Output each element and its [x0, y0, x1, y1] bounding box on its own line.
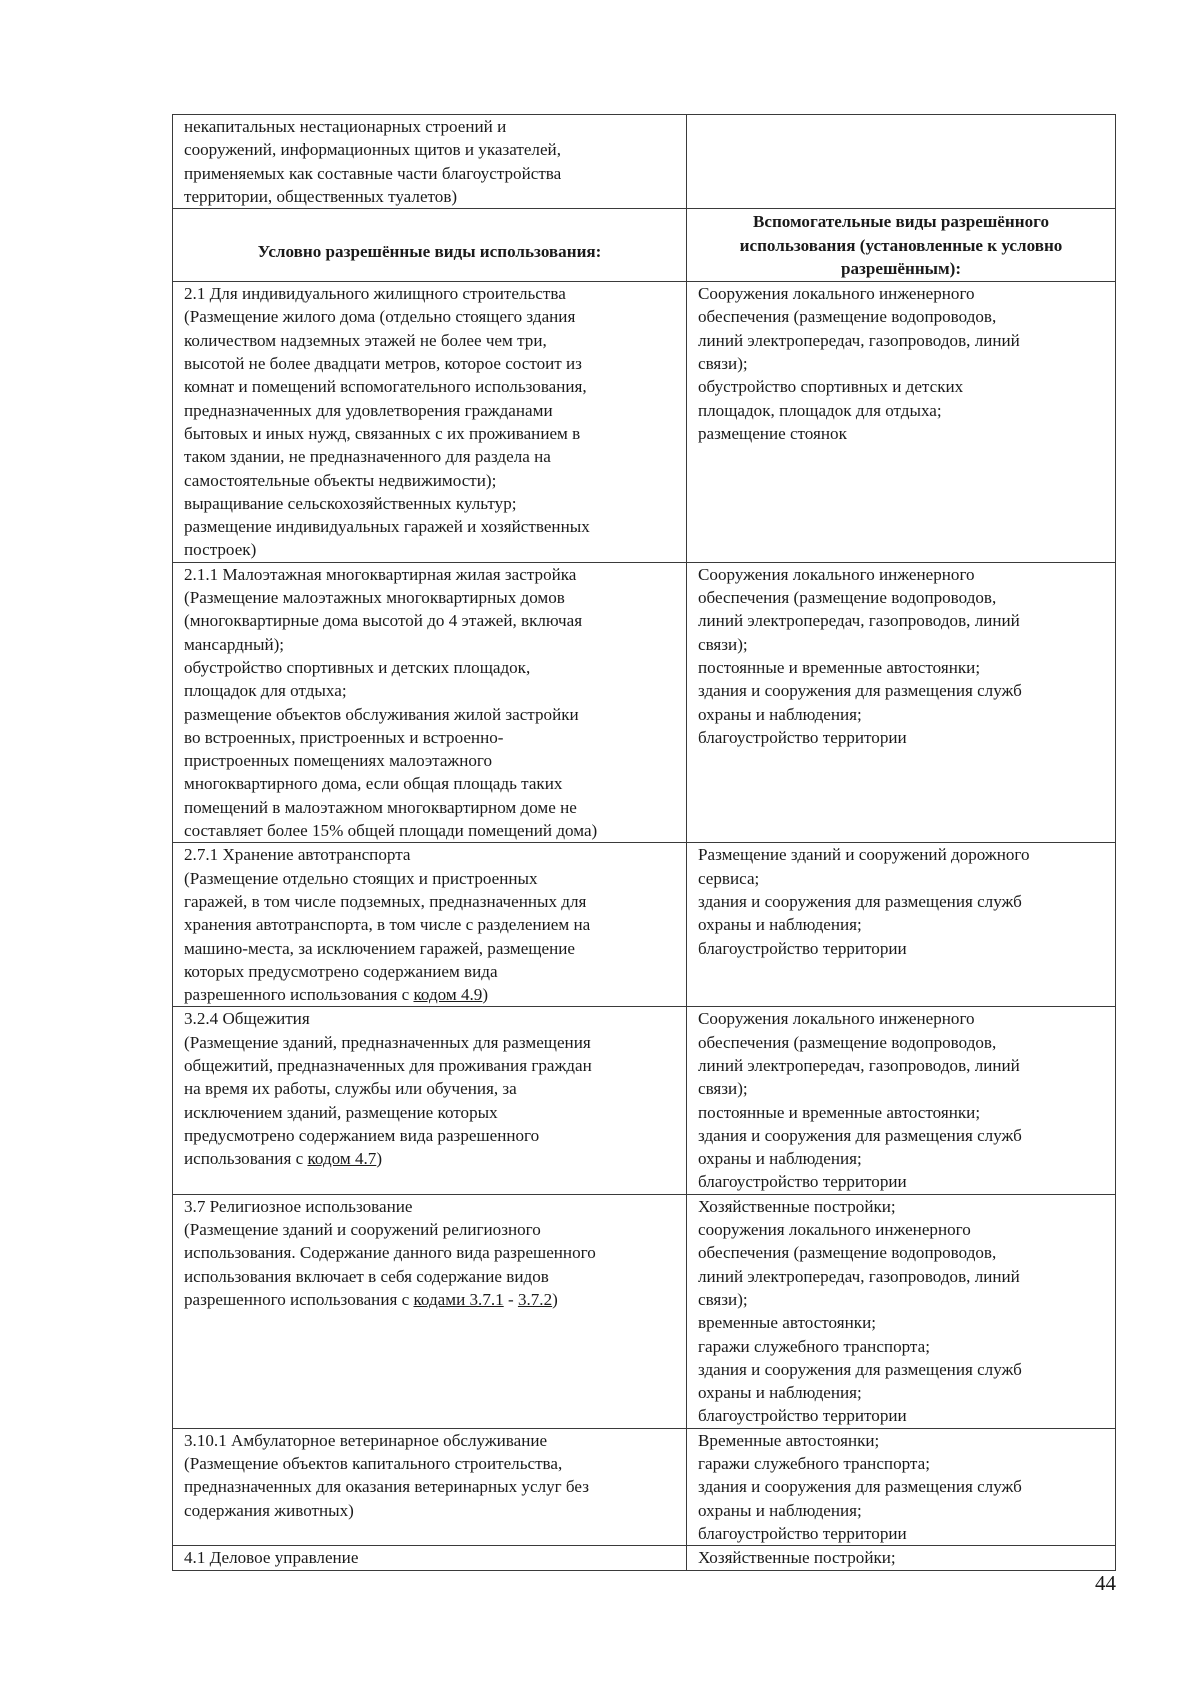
permitted-use-table — [172, 114, 1116, 1571]
code-link[interactable]: кодом 4.7 — [307, 1149, 377, 1169]
page-number: 44 — [1095, 1571, 1116, 1595]
code-link-2[interactable]: 3.7.2 — [517, 1289, 553, 1309]
cell-right: Сооружения локального инженерного обеспечения (размещение водопроводов, линий электропередач, газопроводов, линий связи); обустройство спортивных и детских площадок, площадок для отдыха; размещение стоянок — [687, 282, 1116, 563]
table-row — [173, 562, 1116, 843]
table-row — [173, 115, 1116, 209]
table-row — [173, 1428, 1116, 1545]
cell-text: 3.7 Религиозное использование (Размещение зданий и сооружений религиозного использования. Содержание данного вида разрешенного использования включает в себя содержание видов разрешенного использования с — [184, 1196, 596, 1309]
table-row — [173, 1007, 1116, 1194]
table-row — [173, 1546, 1116, 1570]
cell-text: 2.7.1 Хранение автотранспорта (Размещение отдельно стоящих и пристроенных гаражей, в том числе подземных, предназначенных для хранения автотранспорта, в том числе с разделением на машино-места, за исключением гаражей, размещение которых предусмотрено содержанием вида разрешенного использования с — [184, 845, 591, 1005]
cell-text: 3.2.4 Общежития (Размещение зданий, предназначенных для размещения общежитий, предназначенных для проживания граждан на время их работы, службы или обучения, за исключением зданий, размещение которых предусмотрено содержанием вида разрешенного использования с — [184, 1009, 592, 1169]
code-separator: - — [503, 1289, 518, 1309]
cell-left — [173, 843, 687, 1007]
cell-right: Временные автостоянки; гаражи служебного транспорта; здания и сооружения для размещения служб охраны и наблюдения; благоустройство территории — [687, 1428, 1116, 1545]
table-row — [173, 1194, 1116, 1428]
cell-right: Размещение зданий и сооружений дорожного сервиса; здания и сооружения для размещения служб охраны и наблюдения; благоустройство территории — [687, 843, 1116, 1007]
cell-text-end: ) — [552, 1289, 558, 1309]
cell-left: 2.1 Для индивидуального жилищного строительства (Размещение жилого дома (отдельно стоящего здания количеством надземных этажей не более чем три, высотой не более двадцати метров, которое состоит из комнат и помещений вспомогательного использования, предназначенных для удовлетворения гражданами бытовых и иных нужд, связанных с их проживанием в таком здании, не предназначенного для раздела на самостоятельные объекты недвижимости); выращивание сельскохозяйственных культур; размещение индивидуальных гаражей и хозяйственных построек) — [173, 282, 687, 563]
cell-right — [687, 115, 1116, 209]
table-header-row — [173, 209, 1116, 282]
cell-text-end: ) — [482, 985, 489, 1005]
cell-left: 3.10.1 Амбулаторное ветеринарное обслуживание (Размещение объектов капитального строительства, предназначенных для оказания ветеринарных услуг без содержания животных) — [173, 1428, 687, 1545]
cell-left: 4.1 Деловое управление — [173, 1546, 687, 1570]
cell-left: 2.1.1 Малоэтажная многоквартирная жилая застройка (Размещение малоэтажных многоквартирных домов (многоквартирные дома высотой до 4 этажей, включая мансардный); обустройство спортивных и детских площадок, площадок для отдыха; размещение объектов обслуживания жилой застройки во встроенных, пристроенных и встроенно- пристроенных помещениях малоэтажного многоквартирного дома, если общая площадь таких помещений в малоэтажном многоквартирном доме не составляет более 15% общей площади помещений дома) — [173, 562, 687, 843]
cell-left — [173, 1007, 687, 1194]
header-conditional-uses: Условно разрешённые виды использования: — [173, 209, 687, 282]
cell-right: Хозяйственные постройки; — [687, 1546, 1116, 1570]
code-link[interactable]: кодами 3.7.1 — [413, 1289, 504, 1309]
table-row — [173, 843, 1116, 1007]
cell-right: Сооружения локального инженерного обеспечения (размещение водопроводов, линий электропередач, газопроводов, линий связи); постоянные и временные автостоянки; здания и сооружения для размещения служб охраны и наблюдения; благоустройство территории — [687, 1007, 1116, 1194]
header-auxiliary-uses: Вспомогательные виды разрешённого использования (установленные к условно разрешённым): — [687, 209, 1116, 282]
code-link[interactable]: кодом 4.9 — [413, 985, 483, 1005]
cell-left: некапитальных нестационарных строений и сооружений, информационных щитов и указателей, применяемых как составные части благоустройства территории, общественных туалетов) — [173, 115, 687, 209]
cell-right: Хозяйственные постройки; сооружения локального инженерного обеспечения (размещение водопроводов, линий электропередач, газопроводов, линий связи); временные автостоянки; гаражи служебного транспорта; здания и сооружения для размещения служб охраны и наблюдения; благоустройство территории — [687, 1194, 1116, 1428]
cell-text-end: ) — [376, 1149, 383, 1169]
cell-right: Сооружения локального инженерного обеспечения (размещение водопроводов, линий электропередач, газопроводов, линий связи); постоянные и временные автостоянки; здания и сооружения для размещения служб охраны и наблюдения; благоустройство территории — [687, 562, 1116, 843]
table-row — [173, 282, 1116, 563]
cell-left — [173, 1194, 687, 1428]
